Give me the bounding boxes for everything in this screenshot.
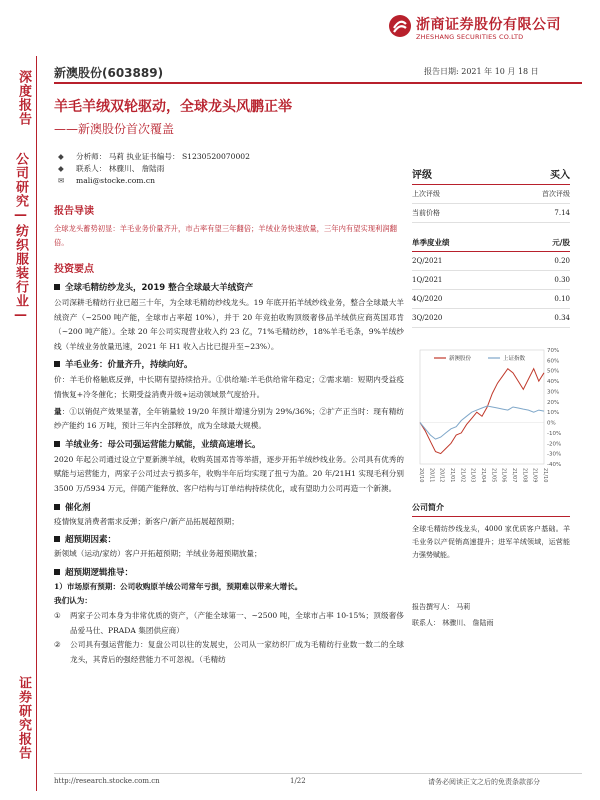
x-tick-label: 20/11 bbox=[428, 468, 435, 483]
eps-row bbox=[412, 252, 570, 271]
eps-table bbox=[412, 252, 570, 328]
volume-label: 量 bbox=[54, 406, 62, 416]
main-column bbox=[54, 202, 404, 667]
point-3-text bbox=[54, 405, 404, 434]
chart-svg bbox=[412, 336, 570, 496]
mail-icon: ✉ bbox=[58, 176, 65, 185]
y-tick-label: -40% bbox=[547, 462, 562, 468]
price-label: 当前价格 bbox=[412, 209, 440, 217]
y-tick-label: -20% bbox=[547, 441, 562, 448]
contact-line: 联系人： 林骤川、 詹陆雨 bbox=[76, 164, 165, 173]
point-7-item-2: ② 公司具有强运营能力：复盘公司以往的发展史，公司从一家纺织厂成为毛精纺行业数一数二的全球龙头，其背后的强经营能力不可忽视。（毛精纺 bbox=[54, 638, 404, 667]
eps-row bbox=[412, 290, 570, 309]
x-tick-label: 21/02 bbox=[459, 468, 466, 483]
eps-value: 0.10 bbox=[554, 295, 570, 303]
point-5-text: 疫情恢复消费者需求反弹；新客户/新产品拓展超预期； bbox=[54, 516, 239, 526]
person-icon: ◆ bbox=[58, 164, 64, 173]
report-date bbox=[424, 66, 539, 77]
eps-period: 2Q/2021 bbox=[412, 257, 443, 265]
eps-period: 3Q/2020 bbox=[412, 314, 443, 322]
rating-value: 买入 bbox=[550, 170, 570, 181]
point-7-item-1-text: 两家子公司本身为非常优质的资产，（产能全球第一、~2500 吨，全球市占率 10-15%；顶级奢侈品爱马仕、PRADA 集团供应商） bbox=[70, 610, 404, 635]
profile-contact-2: 联系人： 林骤川、 詹陆雨 bbox=[412, 619, 494, 627]
point-2-heading: 羊毛业务：价量齐升，持续向好。 bbox=[54, 358, 404, 370]
price-row bbox=[412, 204, 570, 223]
company-name-en: ZHESHANG SECURITIES CO.LTD bbox=[416, 33, 524, 41]
analyst-line: 分析师： 马莉 执业证书编号： S1230520070002 bbox=[76, 152, 250, 161]
guide-heading: 报告导读 bbox=[54, 206, 94, 217]
y-tick-label: 50% bbox=[547, 368, 560, 375]
x-tick-label: 21/06 bbox=[500, 468, 507, 483]
guide-text: 全球龙头蓄势初显：羊毛业务价量齐升，市占率有望三年翻倍；羊绒业务快速放量，三年内有望实现利润翻倍。 bbox=[54, 224, 397, 247]
volume-text: ：①以销促产效果显著，全年销量较 19/20 年预计增速分别为 29%/36%；②扩产正当时：现有精纺纱产能约 16 万吨，预计三年内全部释放，成为全球最大规模。 bbox=[54, 406, 405, 431]
y-tick-label: 0% bbox=[547, 420, 556, 427]
point-7-item-1: ① 两家子公司本身为非常优质的资产，（产能全球第一、~2500 吨，全球市占率 10-15%；顶级奢侈品爱马仕、PRADA 集团供应商） bbox=[54, 609, 404, 638]
report-subtitle: ——新澳股份首次覆盖 bbox=[54, 122, 175, 136]
y-tick-label: 30% bbox=[547, 389, 560, 396]
eps-period: 1Q/2021 bbox=[412, 276, 443, 284]
profile-title: 公司简介 bbox=[412, 503, 444, 512]
analyst-marks bbox=[58, 151, 76, 187]
prev-rating-value: 首次评级 bbox=[542, 190, 570, 198]
logo-icon bbox=[388, 14, 412, 38]
x-tick-label: 20/10 bbox=[418, 468, 424, 483]
eps-row bbox=[412, 271, 570, 290]
point-1-text: 公司深耕毛精纺行业已超三十年，为全球毛精纺纱线龙头。19 年底开拓羊绒纱线业务，整合全球最大羊绒资产（~2500 吨产能，全球市占率超 10%），并于 20 年竞拍收购顶级奢侈品羊绒供应商英国邓肯（~200 吨产能）。全球 20 年公司实现营业收入约 23 亿，71%毛精纺纱，18%羊毛毛条，9%羊绒纱线（羊绒业务放量迅速，2021 年 H1 收入占比已提升至~23%）。 bbox=[54, 298, 404, 351]
chart-frame bbox=[420, 350, 544, 464]
x-tick-label: 21/09 bbox=[531, 468, 538, 483]
point-1-heading: 全球毛精纺纱龙头，2019 整合全球最大羊绒资产 bbox=[54, 281, 404, 293]
point-7-heading: 超预期逻辑推导： bbox=[54, 566, 404, 578]
header-divider bbox=[54, 82, 582, 84]
eps-row bbox=[412, 309, 570, 328]
legend-label: 上证指数 bbox=[503, 356, 526, 362]
point-5-heading: 催化剂 bbox=[54, 501, 404, 513]
x-tick-label: 21/07 bbox=[511, 468, 517, 483]
point-4-text: 2020 年起公司通过设立宁夏新澳羊绒，收购英国邓肯等举措，逐步开拓羊绒纱线业务。公司具有优秀的赋能与运营能力，两家子公司过去亏损多年，收购半年后均实现了扭亏为盈。20 年/21H1 实现毛利分别 3500 万/5934 万元，伴随产能释放、客户结构与订单结构持续优化，或有望助力公司再造一个新澳。 bbox=[54, 454, 404, 493]
prev-rating-row bbox=[412, 185, 570, 204]
x-tick-label: 21/08 bbox=[521, 468, 528, 483]
eps-value: 0.20 bbox=[554, 257, 570, 265]
y-tick-label: 20% bbox=[547, 399, 560, 406]
report-title: 羊毛羊绒双轮驱动，全球龙头风鹏正举 bbox=[54, 99, 292, 115]
y-tick-label: 10% bbox=[547, 410, 560, 417]
price-value: 7.14 bbox=[554, 209, 570, 217]
profile-text: 全球毛精纺纱线龙头，4000 家优质客户基础。羊毛业务以产促销高速提升；进军羊绒领域，运营能力强势赋能。 bbox=[412, 525, 570, 559]
legend-label: 新澳股份 bbox=[449, 356, 472, 362]
report-date-label: 报告日期: bbox=[424, 67, 459, 76]
eps-period: 4Q/2020 bbox=[412, 295, 443, 303]
left-bar-bottom-label: 证券研究报告 bbox=[16, 676, 31, 760]
footer-divider bbox=[54, 773, 582, 774]
stock-name: 新澳股份(603889) bbox=[54, 66, 164, 80]
eps-value: 0.34 bbox=[554, 314, 570, 322]
brand-logo bbox=[388, 14, 412, 38]
company-name-cn: 浙商证券股份有限公司 bbox=[416, 17, 561, 33]
x-tick-label: 21/05 bbox=[490, 468, 497, 483]
x-tick-label: 20/12 bbox=[438, 468, 445, 483]
x-tick-label: 21/03 bbox=[469, 468, 476, 483]
left-bar-top-label: 深度报告 bbox=[16, 70, 31, 126]
series-line-1 bbox=[420, 369, 544, 454]
point-7-line-2: 我们认为： bbox=[54, 596, 92, 606]
eps-value: 0.30 bbox=[554, 276, 570, 284]
point-7-line-1: 1）市场原有预期：公司收购原羊绒公司常年亏损，预期难以带来大增长。 bbox=[54, 581, 303, 591]
point-7-item-2-text: 公司具有强运营能力：复盘公司以往的发展史，公司从一家纺织厂成为毛精纺行业数一数二的全球龙头，其背后的强经营能力不可忽视。（毛精纺 bbox=[70, 640, 404, 664]
left-bar-middle-label: 公司研究—纺织服装行业— bbox=[13, 152, 28, 324]
y-tick-label: -30% bbox=[547, 451, 562, 458]
point-2-text: 价：羊毛价格触底反弹，中长期有望持续拾升。①供给端:羊毛供给常年稳定；②需求端：短期内受益疫情恢复+冷冬催化；长期受益消费升级+运动领域景气度拾升。 bbox=[54, 375, 404, 399]
rating-label: 评级 bbox=[412, 170, 432, 181]
point-6-text: 新领域（运动/家纺）客户开拓超预期；羊绒业务超预期放量； bbox=[54, 549, 262, 559]
analyst-block bbox=[58, 151, 378, 187]
footer-url[interactable]: http://research.stocke.com.cn bbox=[54, 777, 160, 785]
prev-rating-label: 上次评级 bbox=[412, 190, 440, 198]
y-tick-label: 60% bbox=[547, 358, 560, 365]
point-6-heading: 超预期因素： bbox=[54, 533, 404, 545]
x-tick-label: 21/01 bbox=[449, 468, 455, 483]
x-tick-label: 21/04 bbox=[480, 468, 486, 483]
email-link[interactable]: mali@stocke.com.cn bbox=[76, 176, 156, 185]
invest-heading: 投资要点 bbox=[54, 264, 94, 275]
x-tick-label: 21/10 bbox=[542, 468, 548, 483]
eps-header-label: 单季度业绩 bbox=[412, 238, 450, 247]
point-4-heading: 羊绒业务：母公司强运营能力赋能，业绩高速增长。 bbox=[54, 438, 404, 450]
y-tick-label: 40% bbox=[547, 379, 560, 386]
person-icon: ◆ bbox=[58, 152, 64, 161]
left-bar-line bbox=[36, 56, 37, 791]
y-tick-label: -10% bbox=[547, 430, 562, 437]
price-chart bbox=[412, 336, 570, 496]
profile-contact-1: 报告撰写人： 马莉 bbox=[412, 603, 471, 611]
report-date-value: 2021 年 10 月 18 日 bbox=[461, 67, 539, 76]
footer-page: 1/22 bbox=[290, 777, 306, 785]
y-tick-label: 70% bbox=[547, 348, 560, 354]
eps-header-unit: 元/股 bbox=[552, 238, 570, 247]
footer-disclaimer: 请务必阅读正文之后的免责条款部分 bbox=[428, 778, 540, 786]
right-sidebar bbox=[412, 166, 570, 628]
